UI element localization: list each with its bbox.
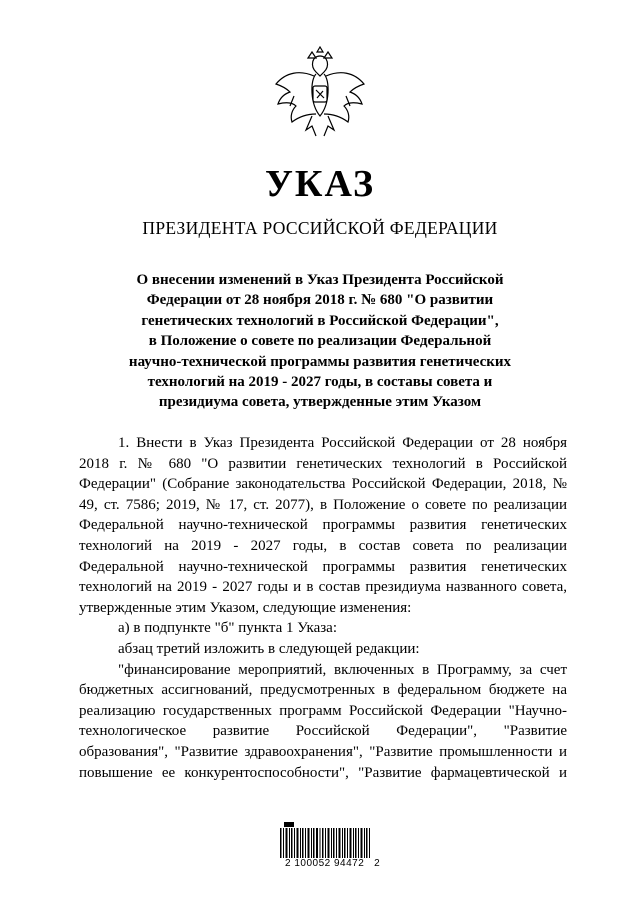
heading-line: О внесении изменений в Указ Президента Российской bbox=[136, 272, 504, 288]
barcode bbox=[278, 820, 374, 860]
decree-body bbox=[79, 433, 567, 783]
heading-line: научно-технической программы развития генетических bbox=[128, 353, 512, 370]
heading-line: президиума совета, утвержденные этим Указом bbox=[158, 394, 482, 411]
barcode-number: 2 100052 94472 2 bbox=[285, 858, 381, 869]
body-paragraph-1: 1. Внести в Указ Президента Российской Федерации от 28 ноября 2018 г. № 680 "О развитии генетических технологий в Российской Федерации" (Собрание законодательства Российской Федерации, 2018, № 49, ст. 7586; 2019, № 17, ст. 2077), в Положение о совете по реализации Федеральной научно-технической программы развития генетических технологий на 2019 - 2027 годы, в состав совета по реализации Федеральной научно-технической программы развития генетических технологий на 2019 - 2027 годы и в состав президиума названного совета, утвержденные этим Указом, следующие изменения: bbox=[79, 435, 567, 616]
heading-line: технологий на 2019 - 2027 годы, в составы совета и bbox=[147, 374, 493, 391]
heading-line: Федерации от 28 ноября 2018 г. № 680 "О развитии bbox=[146, 292, 494, 309]
body-paragraph-3: абзац третий изложить в следующей редакции: bbox=[118, 640, 420, 657]
document-title: УКАЗ bbox=[265, 163, 375, 205]
document-subtitle: ПРЕЗИДЕНТА РОССИЙСКОЙ ФЕДЕРАЦИИ bbox=[142, 218, 498, 238]
body-paragraph-4: "финансирование мероприятий, включенных в Программу, за счет бюджетных ассигнований, предусмотренных в федеральном бюджете на реализацию государственных программ Российской Федерации "Научно-технологическое развитие Российской Федерации", "Развитие образования", "Развитие здравоохранения", "Развитие промышленности и повышение ее конкурентоспособности", "Развитие фармацевтической и bbox=[79, 661, 567, 781]
body-paragraph-2: а) в подпункте "б" пункта 1 Указа: bbox=[118, 620, 338, 637]
heading-line: генетических технологий в Российской Федерации", bbox=[141, 312, 499, 329]
coat-of-arms-emblem bbox=[270, 46, 370, 146]
decree-heading bbox=[90, 270, 550, 413]
heading-line: в Положение о совете по реализации Федеральной bbox=[148, 333, 492, 350]
